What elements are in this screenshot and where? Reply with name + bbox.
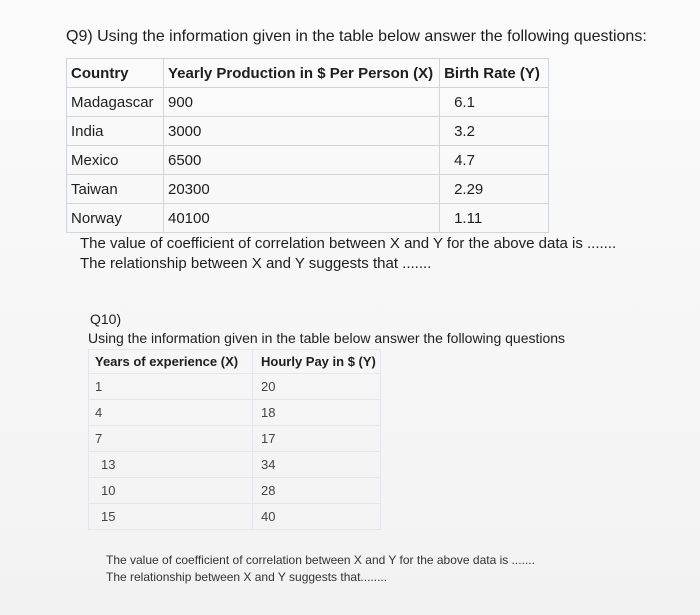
- q10-cell-experience: 7: [89, 426, 253, 452]
- q10-header-hourly-pay: Hourly Pay in $ (Y): [253, 350, 381, 374]
- q10-cell-experience: 10: [89, 478, 253, 504]
- table-row: [89, 478, 381, 504]
- q10-cell-experience: 15: [89, 504, 253, 530]
- q10-header-experience: Years of experience (X): [89, 350, 253, 374]
- q10-cell-experience: 4: [89, 400, 253, 426]
- q9-cell-production: 3000: [164, 117, 440, 146]
- q10-number: Q10): [90, 311, 122, 327]
- q10-cell-hourly-pay: 17: [253, 426, 381, 452]
- q10-correlation-question: The value of coefficient of correlation between X and Y for the above data is .......: [106, 553, 535, 567]
- q9-header-row: [67, 59, 549, 88]
- table-row: [89, 426, 381, 452]
- q9-correlation-question: The value of coefficient of correlation between X and Y for the above data is .......: [80, 235, 617, 252]
- q10-relationship-question: The relationship between X and Y suggests that........: [106, 570, 388, 584]
- table-row: [67, 175, 549, 204]
- q10-cell-hourly-pay: 40: [253, 504, 381, 530]
- q9-cell-production: 40100: [164, 204, 440, 233]
- q9-cell-production: 20300: [164, 175, 440, 204]
- q9-cell-birth-rate: 4.7: [440, 146, 549, 175]
- q9-cell-production: 6500: [164, 146, 440, 175]
- q9-cell-country: Madagascar: [67, 88, 164, 117]
- q9-cell-country: Norway: [67, 204, 164, 233]
- q9-cell-birth-rate: 2.29: [440, 175, 549, 204]
- q9-header-country: Country: [67, 59, 164, 88]
- q9-cell-country: India: [67, 117, 164, 146]
- q9-table: [66, 58, 549, 233]
- table-row: [67, 146, 549, 175]
- q9-cell-birth-rate: 3.2: [440, 117, 549, 146]
- q9-cell-production: 900: [164, 88, 440, 117]
- q9-cell-birth-rate: 6.1: [440, 88, 549, 117]
- q9-header-production: Yearly Production in $ Per Person (X): [164, 59, 440, 88]
- table-row: [67, 204, 549, 233]
- q10-title: Using the information given in the table below answer the following questions: [88, 330, 566, 346]
- q10-header-row: [89, 350, 381, 374]
- q9-header-birth-rate: Birth Rate (Y): [440, 59, 549, 88]
- q10-cell-hourly-pay: 20: [253, 374, 381, 400]
- q10-cell-hourly-pay: 28: [253, 478, 381, 504]
- table-row: [89, 374, 381, 400]
- q10-cell-hourly-pay: 18: [253, 400, 381, 426]
- q9-cell-country: Taiwan: [67, 175, 164, 204]
- table-row: [89, 452, 381, 478]
- q9-cell-birth-rate: 1.11: [440, 204, 549, 233]
- q9-cell-country: Mexico: [67, 146, 164, 175]
- q10-cell-hourly-pay: 34: [253, 452, 381, 478]
- q10-cell-experience: 1: [89, 374, 253, 400]
- table-row: [89, 400, 381, 426]
- table-row: [89, 504, 381, 530]
- q10-table: [88, 349, 381, 530]
- table-row: [67, 88, 549, 117]
- q10-cell-experience: 13: [89, 452, 253, 478]
- table-row: [67, 117, 549, 146]
- q9-relationship-question: The relationship between X and Y suggests that .......: [80, 255, 432, 272]
- q9-title: Q9) Using the information given in the table below answer the following questions:: [66, 28, 647, 45]
